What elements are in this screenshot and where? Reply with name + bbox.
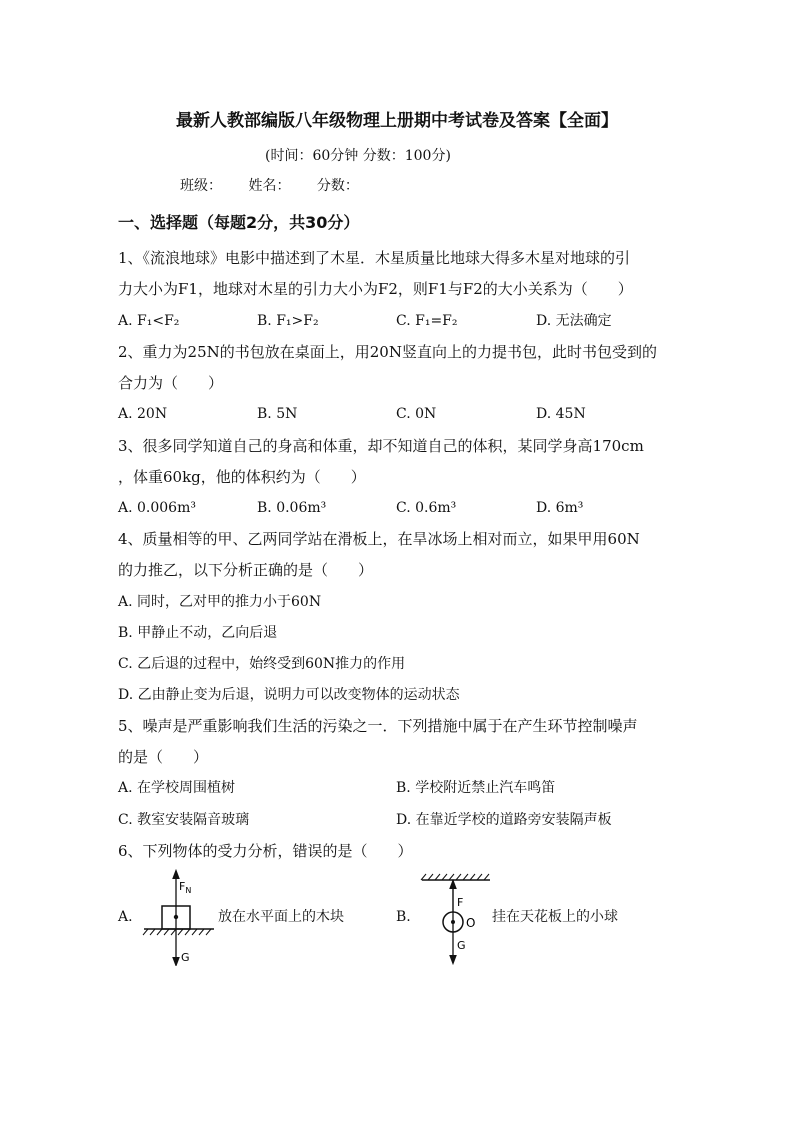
q2-line2: 合力为（ ） <box>118 374 224 392</box>
normal-force-label: $F_N$ <box>179 880 192 895</box>
q2-line1: 2、重力为25N的书包放在桌面上，用20N竖直向上的力提书包，此时书包受到的 <box>118 343 657 361</box>
q2-option-b: B. 5N <box>257 406 298 422</box>
q5-option-c: C. 教室安装隔音玻璃 <box>118 812 250 828</box>
q2-option-a: A. 20N <box>118 406 168 422</box>
q6-option-b-text: 挂在天花板上的小球 <box>492 909 618 925</box>
q1-option-a: A. F₁<F₂ <box>118 313 180 329</box>
q4-option-a: A. 同时，乙对甲的推力小于60N <box>118 594 322 610</box>
q1-line1: 1、《流浪地球》电影中描述到了木星．木星质量比地球大得多木星对地球的引 <box>118 249 631 267</box>
q5-line1: 5、噪声是严重影响我们生活的污染之一．下列措施中属于在产生环节控制噪声 <box>118 717 638 735</box>
q4-option-c: C. 乙后退的过程中，始终受到60N推力的作用 <box>118 656 406 672</box>
score-label: 分数： <box>316 178 359 194</box>
q3-option-d: D. 6m³ <box>536 500 584 516</box>
exam-meta: (时间：60分钟 分数：100分) <box>265 148 451 164</box>
q4-option-d: D. 乙由静止变为后退，说明力可以改变物体的运动状态 <box>118 687 460 703</box>
q6-option-b-letter: B. <box>396 909 411 925</box>
q6-line1: 6、下列物体的受力分析，错误的是（ ） <box>118 842 413 860</box>
section-title: 一、选择题（每题2分，共30分） <box>118 213 360 232</box>
q2-option-d: D. 45N <box>536 406 586 422</box>
page-title: 最新人教部编版八年级物理上册期中考试卷及答案【全面】 <box>176 111 618 131</box>
gravity-label-b: G <box>457 939 466 952</box>
q3-option-a: A. 0.006m³ <box>118 500 196 516</box>
q5-option-b: B. 学校附近禁止汽车鸣笛 <box>396 780 556 796</box>
gravity-label: G <box>181 951 190 964</box>
q6-option-a-text: 放在水平面上的木块 <box>218 909 344 925</box>
q5-option-d: D. 在靠近学校的道路旁安装隔声板 <box>396 812 612 828</box>
q4-option-b: B. 甲静止不动，乙向后退 <box>118 625 278 641</box>
q3-line2: ，体重60kg，他的体积约为（ ） <box>118 468 366 486</box>
tension-label: F <box>457 896 464 909</box>
q6-option-a-letter: A. <box>118 909 133 925</box>
q1-option-d: D. 无法确定 <box>536 313 612 329</box>
q1-option-c: C. F₁=F₂ <box>396 313 458 329</box>
q5-line2: 的是（ ） <box>118 748 209 766</box>
block-force-diagram <box>140 866 220 966</box>
q4-line2: 的力推乙，以下分析正确的是（ ） <box>118 561 374 579</box>
q3-line1: 3、很多同学知道自己的身高和体重，却不知道自己的体积，某同学身高170cm <box>118 437 644 455</box>
name-label: 姓名： <box>248 178 291 194</box>
q3-option-b: B. 0.06m³ <box>257 500 327 516</box>
q1-line2: 力大小为F1，地球对木星的引力大小为F2，则F1与F2的大小关系为（ ） <box>118 280 633 298</box>
center-label: O <box>466 916 476 930</box>
q1-option-b: B. F₁>F₂ <box>257 313 319 329</box>
student-info <box>180 175 381 195</box>
ceiling-hatching <box>421 874 490 880</box>
class-label: 班级： <box>180 178 222 194</box>
q4-line1: 4、质量相等的甲、乙两同学站在滑板上，在旱冰场上相对而立，如果甲用60N <box>118 530 640 548</box>
ground-hatching <box>143 929 214 935</box>
q2-option-c: C. 0N <box>396 406 437 422</box>
ball-force-diagram <box>418 870 498 966</box>
q3-option-c: C. 0.6m³ <box>396 500 457 516</box>
q5-option-a: A. 在学校周围植树 <box>118 780 236 796</box>
